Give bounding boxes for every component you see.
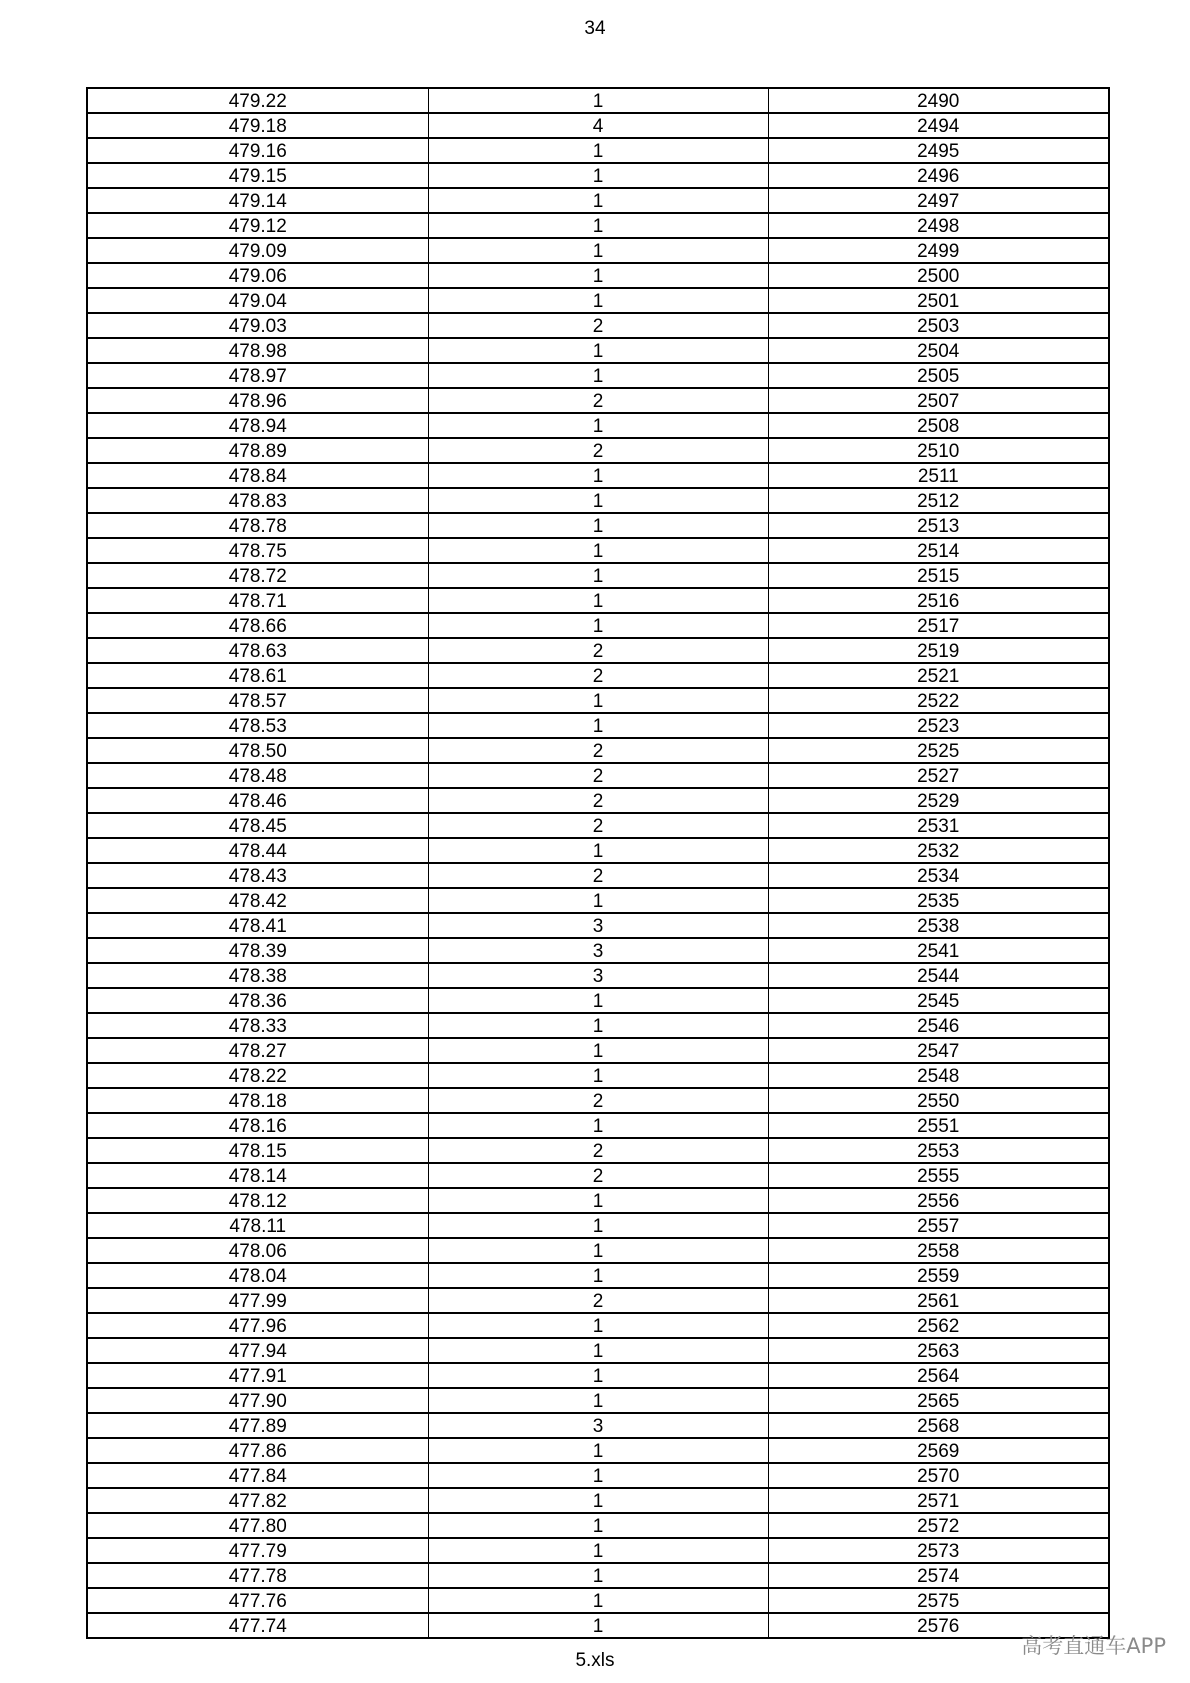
count-cell: 3 [428,938,768,963]
page-number: 34 [584,18,606,39]
score-cell: 477.84 [87,1463,428,1488]
table-row [87,313,1109,338]
score-cell: 478.63 [87,638,428,663]
table-row [87,438,1109,463]
score-cell: 478.71 [87,588,428,613]
score-cell: 477.94 [87,1338,428,1363]
count-cell: 1 [428,238,768,263]
count-cell: 1 [428,1538,768,1563]
count-cell: 1 [428,338,768,363]
count-cell: 1 [428,538,768,563]
count-cell: 2 [428,863,768,888]
score-cell: 477.79 [87,1538,428,1563]
score-cell: 478.44 [87,838,428,863]
table-row [87,488,1109,513]
score-cell: 478.97 [87,363,428,388]
table-row [87,1113,1109,1138]
cumulative-cell: 2574 [768,1563,1109,1588]
footer-filename: 5.xls [575,1650,615,1671]
score-cell: 478.41 [87,913,428,938]
count-cell: 1 [428,188,768,213]
count-cell: 1 [428,888,768,913]
cumulative-cell: 2514 [768,538,1109,563]
score-cell: 478.46 [87,788,428,813]
table-row [87,1238,1109,1263]
cumulative-cell: 2499 [768,238,1109,263]
score-cell: 478.14 [87,1163,428,1188]
count-cell: 1 [428,988,768,1013]
table-row [87,688,1109,713]
score-cell: 478.45 [87,813,428,838]
table-row [87,863,1109,888]
count-cell: 2 [428,663,768,688]
count-cell: 1 [428,288,768,313]
count-cell: 4 [428,113,768,138]
score-cell: 478.12 [87,1188,428,1213]
count-cell: 2 [428,638,768,663]
score-cell: 478.84 [87,463,428,488]
cumulative-cell: 2497 [768,188,1109,213]
count-cell: 1 [428,1438,768,1463]
table-row [87,1313,1109,1338]
score-cell: 479.14 [87,188,428,213]
score-cell: 478.98 [87,338,428,363]
cumulative-cell: 2538 [768,913,1109,938]
count-cell: 1 [428,263,768,288]
count-cell: 1 [428,1013,768,1038]
cumulative-cell: 2569 [768,1438,1109,1463]
count-cell: 1 [428,1613,768,1638]
count-cell: 2 [428,813,768,838]
cumulative-cell: 2561 [768,1288,1109,1313]
count-cell: 1 [428,138,768,163]
cumulative-cell: 2541 [768,938,1109,963]
score-cell: 479.04 [87,288,428,313]
score-cell: 478.27 [87,1038,428,1063]
count-cell: 1 [428,613,768,638]
score-cell: 478.89 [87,438,428,463]
cumulative-cell: 2551 [768,1113,1109,1138]
table-row [87,1163,1109,1188]
table-row [87,1588,1109,1613]
count-cell: 2 [428,388,768,413]
cumulative-cell: 2521 [768,663,1109,688]
cumulative-cell: 2563 [768,1338,1109,1363]
cumulative-cell: 2553 [768,1138,1109,1163]
score-cell: 477.90 [87,1388,428,1413]
score-table-body [87,88,1109,1638]
cumulative-cell: 2504 [768,338,1109,363]
score-cell: 479.15 [87,163,428,188]
count-cell: 1 [428,1213,768,1238]
count-cell: 1 [428,1338,768,1363]
score-cell: 479.03 [87,313,428,338]
table-row [87,1538,1109,1563]
count-cell: 1 [428,513,768,538]
count-cell: 1 [428,1063,768,1088]
score-cell: 478.75 [87,538,428,563]
count-cell: 1 [428,413,768,438]
cumulative-cell: 2519 [768,638,1109,663]
table-row [87,163,1109,188]
cumulative-cell: 2575 [768,1588,1109,1613]
table-row [87,738,1109,763]
score-cell: 477.89 [87,1413,428,1438]
count-cell: 1 [428,838,768,863]
table-row [87,1188,1109,1213]
cumulative-cell: 2490 [768,88,1109,113]
cumulative-cell: 2516 [768,588,1109,613]
cumulative-cell: 2495 [768,138,1109,163]
score-cell: 478.42 [87,888,428,913]
count-cell: 1 [428,713,768,738]
score-cell: 478.36 [87,988,428,1013]
count-cell: 1 [428,688,768,713]
count-cell: 1 [428,213,768,238]
score-cell: 479.22 [87,88,428,113]
table-row [87,963,1109,988]
table-row [87,888,1109,913]
cumulative-cell: 2494 [768,113,1109,138]
cumulative-cell: 2517 [768,613,1109,638]
cumulative-cell: 2565 [768,1388,1109,1413]
table-row [87,1338,1109,1363]
cumulative-cell: 2512 [768,488,1109,513]
table-row [87,1288,1109,1313]
count-cell: 1 [428,1513,768,1538]
table-row [87,463,1109,488]
score-cell: 479.09 [87,238,428,263]
count-cell: 2 [428,788,768,813]
count-cell: 2 [428,438,768,463]
count-cell: 1 [428,588,768,613]
count-cell: 1 [428,88,768,113]
cumulative-cell: 2496 [768,163,1109,188]
score-cell: 478.06 [87,1238,428,1263]
table-row [87,88,1109,113]
table-row [87,613,1109,638]
score-cell: 479.06 [87,263,428,288]
score-cell: 478.43 [87,863,428,888]
count-cell: 2 [428,738,768,763]
cumulative-cell: 2522 [768,688,1109,713]
table-row [87,138,1109,163]
cumulative-cell: 2558 [768,1238,1109,1263]
count-cell: 1 [428,463,768,488]
table-row [87,1363,1109,1388]
table-row [87,663,1109,688]
count-cell: 1 [428,1588,768,1613]
cumulative-cell: 2534 [768,863,1109,888]
table-row [87,1038,1109,1063]
cumulative-cell: 2503 [768,313,1109,338]
count-cell: 2 [428,763,768,788]
score-cell: 478.15 [87,1138,428,1163]
cumulative-cell: 2570 [768,1463,1109,1488]
table-row [87,388,1109,413]
cumulative-cell: 2550 [768,1088,1109,1113]
score-cell: 478.39 [87,938,428,963]
score-cell: 477.78 [87,1563,428,1588]
table-row [87,113,1109,138]
cumulative-cell: 2500 [768,263,1109,288]
cumulative-cell: 2559 [768,1263,1109,1288]
score-cell: 478.18 [87,1088,428,1113]
table-row [87,1063,1109,1088]
count-cell: 1 [428,1388,768,1413]
cumulative-cell: 2548 [768,1063,1109,1088]
count-cell: 2 [428,313,768,338]
count-cell: 1 [428,1113,768,1138]
cumulative-cell: 2555 [768,1163,1109,1188]
cumulative-cell: 2547 [768,1038,1109,1063]
table-row [87,1463,1109,1488]
table-row [87,238,1109,263]
score-cell: 478.38 [87,963,428,988]
count-cell: 1 [428,163,768,188]
cumulative-cell: 2505 [768,363,1109,388]
cumulative-cell: 2571 [768,1488,1109,1513]
score-cell: 478.66 [87,613,428,638]
table-row [87,288,1109,313]
score-cell: 478.78 [87,513,428,538]
count-cell: 1 [428,1263,768,1288]
count-cell: 2 [428,1288,768,1313]
score-cell: 478.96 [87,388,428,413]
score-cell: 478.72 [87,563,428,588]
cumulative-cell: 2515 [768,563,1109,588]
table-row [87,638,1109,663]
cumulative-cell: 2576 [768,1613,1109,1638]
table-row [87,1013,1109,1038]
table-row [87,1088,1109,1113]
cumulative-cell: 2532 [768,838,1109,863]
cumulative-cell: 2511 [768,463,1109,488]
count-cell: 1 [428,1038,768,1063]
cumulative-cell: 2525 [768,738,1109,763]
count-cell: 1 [428,1488,768,1513]
score-cell: 479.12 [87,213,428,238]
score-cell: 478.48 [87,763,428,788]
cumulative-cell: 2544 [768,963,1109,988]
table-row [87,188,1109,213]
score-cell: 477.80 [87,1513,428,1538]
count-cell: 3 [428,1413,768,1438]
count-cell: 1 [428,563,768,588]
table-row [87,788,1109,813]
score-cell: 478.50 [87,738,428,763]
table-row [87,1613,1109,1638]
score-cell: 477.86 [87,1438,428,1463]
table-row [87,838,1109,863]
cumulative-cell: 2513 [768,513,1109,538]
table-row [87,1138,1109,1163]
table-row [87,1413,1109,1438]
cumulative-cell: 2523 [768,713,1109,738]
cumulative-cell: 2529 [768,788,1109,813]
cumulative-cell: 2498 [768,213,1109,238]
count-cell: 1 [428,488,768,513]
cumulative-cell: 2546 [768,1013,1109,1038]
cumulative-cell: 2508 [768,413,1109,438]
table-row [87,1388,1109,1413]
score-cell: 477.82 [87,1488,428,1513]
score-cell: 477.74 [87,1613,428,1638]
cumulative-cell: 2562 [768,1313,1109,1338]
count-cell: 2 [428,1163,768,1188]
cumulative-cell: 2564 [768,1363,1109,1388]
score-cell: 478.04 [87,1263,428,1288]
count-cell: 1 [428,1463,768,1488]
score-cell: 478.16 [87,1113,428,1138]
score-cell: 478.11 [87,1213,428,1238]
score-cell: 478.57 [87,688,428,713]
table-row [87,938,1109,963]
cumulative-cell: 2501 [768,288,1109,313]
count-cell: 1 [428,363,768,388]
cumulative-cell: 2510 [768,438,1109,463]
table-row [87,1438,1109,1463]
table-row [87,338,1109,363]
score-cell: 479.16 [87,138,428,163]
count-cell: 1 [428,1188,768,1213]
table-row [87,363,1109,388]
table-row [87,1213,1109,1238]
score-cell: 477.91 [87,1363,428,1388]
count-cell: 2 [428,1088,768,1113]
score-cell: 478.61 [87,663,428,688]
cumulative-cell: 2573 [768,1538,1109,1563]
table-row [87,263,1109,288]
cumulative-cell: 2556 [768,1188,1109,1213]
table-row [87,913,1109,938]
cumulative-cell: 2527 [768,763,1109,788]
count-cell: 3 [428,913,768,938]
score-cell: 479.18 [87,113,428,138]
table-row [87,1263,1109,1288]
count-cell: 3 [428,963,768,988]
table-row [87,1513,1109,1538]
count-cell: 1 [428,1363,768,1388]
score-cell: 477.96 [87,1313,428,1338]
count-cell: 1 [428,1313,768,1338]
table-row [87,988,1109,1013]
count-cell: 2 [428,1138,768,1163]
table-row [87,763,1109,788]
cumulative-cell: 2572 [768,1513,1109,1538]
score-cell: 478.22 [87,1063,428,1088]
score-cell: 477.76 [87,1588,428,1613]
table-row [87,513,1109,538]
count-cell: 1 [428,1563,768,1588]
cumulative-cell: 2507 [768,388,1109,413]
score-cell: 478.94 [87,413,428,438]
table-row [87,413,1109,438]
table-row [87,563,1109,588]
table-row [87,588,1109,613]
score-cell: 478.33 [87,1013,428,1038]
table-row [87,1563,1109,1588]
score-cell: 477.99 [87,1288,428,1313]
score-cell: 478.83 [87,488,428,513]
score-table [86,87,1110,1639]
count-cell: 1 [428,1238,768,1263]
table-row [87,1488,1109,1513]
table-row [87,538,1109,563]
cumulative-cell: 2557 [768,1213,1109,1238]
cumulative-cell: 2568 [768,1413,1109,1438]
watermark: 高考直通车APP [1021,1634,1166,1658]
cumulative-cell: 2545 [768,988,1109,1013]
cumulative-cell: 2531 [768,813,1109,838]
table-row [87,713,1109,738]
table-row [87,813,1109,838]
cumulative-cell: 2535 [768,888,1109,913]
score-cell: 478.53 [87,713,428,738]
table-row [87,213,1109,238]
